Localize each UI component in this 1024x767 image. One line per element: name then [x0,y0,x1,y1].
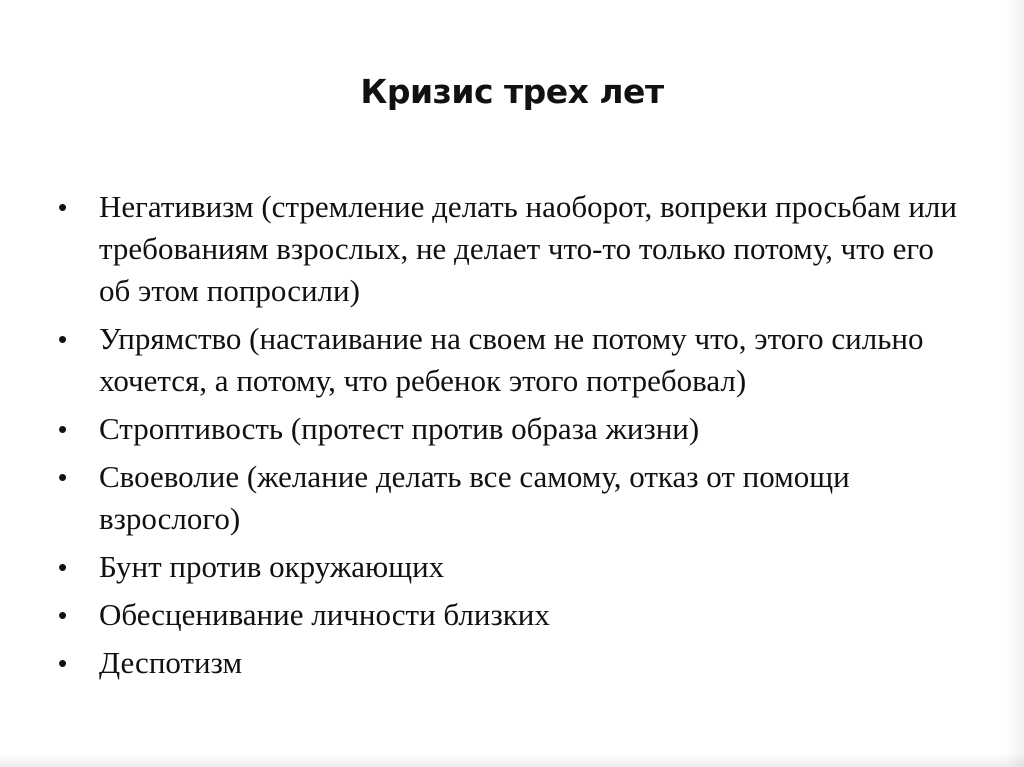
slide-shadow-right [1006,0,1024,767]
list-item [58,186,958,312]
list-item [58,408,958,450]
slide-shadow-bottom [0,753,1024,767]
bullet-icon: • [58,324,68,354]
bullet-icon: • [58,414,68,444]
list-item [58,546,958,588]
bullet-icon: • [58,648,68,678]
list-item [58,642,958,684]
list-item-text: Бунт против окружающих [99,549,445,584]
list-item-text: Негативизм (стремление делать наоборот, вопреки просьбам или требованиям взрослых, не делает что-то только потому, что его об этом попросили) [99,189,957,308]
list-item [58,456,958,540]
list-item [58,318,958,402]
slide-title: Кризис трех лет [360,72,664,111]
bullet-icon: • [58,462,68,492]
bullet-icon: • [58,192,68,222]
list-item-text: Строптивость (протест против образа жизни) [99,411,700,446]
bullet-icon: • [58,552,68,582]
list-item-text: Упрямство (настаивание на своем не потому что, этого сильно хочется, а потому, что ребенок этого потребовал) [99,321,924,398]
bullet-icon: • [58,600,68,630]
list-item-text: Обесценивание личности близких [99,597,550,632]
list-item [58,594,958,636]
list-item-text: Деспотизм [99,645,243,680]
bullet-list [58,186,958,690]
list-item-text: Своеволие (желание делать все самому, отказ от помощи взрослого) [99,459,850,536]
